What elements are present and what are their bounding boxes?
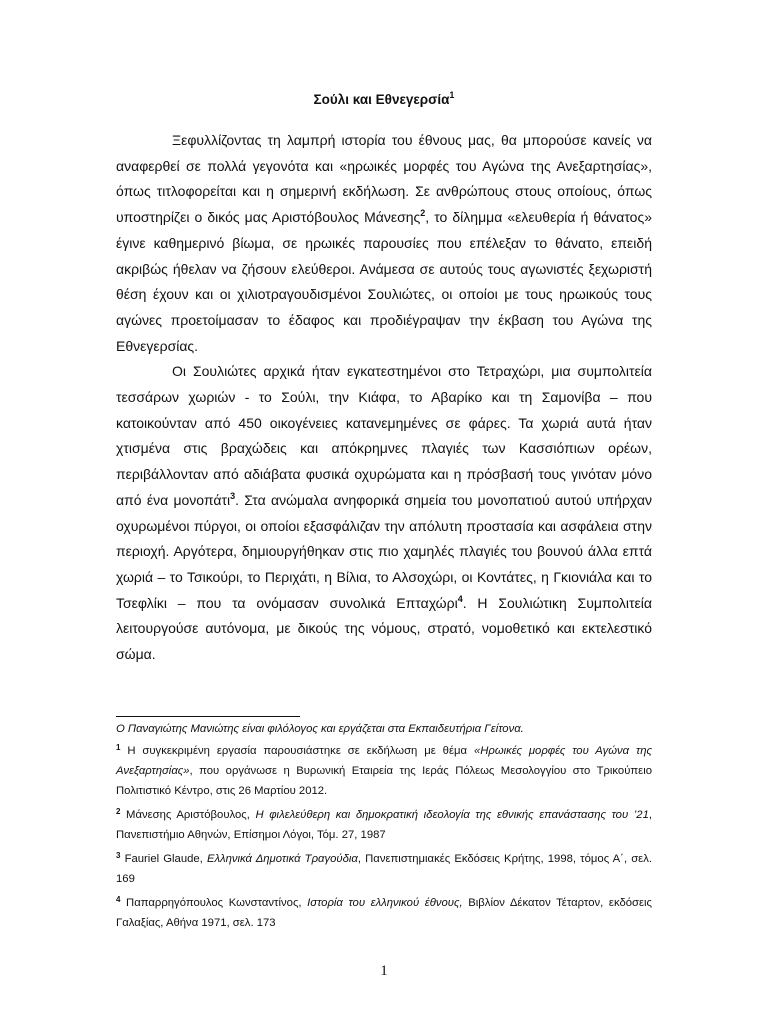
footnote-marker: 3: [116, 851, 121, 860]
document-title: [0, 86, 768, 109]
title-text: Σούλι και Εθνεγερσία: [313, 92, 450, 107]
paragraph: [116, 128, 652, 359]
page-number: 1: [380, 963, 388, 979]
text-run: , Πανεπιστημιακές Εκδόσεις Κρήτης, 1998, τόμος Α΄, σελ. 169: [116, 853, 653, 885]
text-run: Οι Σουλιώτες αρχικά ήταν εγκατεστημένοι στο Τετραχώρι, μια συμπολιτεία τεσσάρων χωριών - το Σούλι, την Κιάφα, το Αβαρίκο και τη Σαμονίβα – που κατοικούνταν από 450 οικογένειες κατανεμημένες σε φάρες. Τα χωριά αυτά ήταν χτισμένα στις βραχώδεις και απόκρημνες πλαγιές των Κασσιόπιων ορέων, περιβάλλονταν από αδιάβατα φυσικά οχυρώματα και η πρόσβασή τους γινόταν μόνο από ένα μονοπάτι: [116, 363, 652, 508]
text-run: Η συγκεκριμένη εργασία παρουσιάστηκε σε εκδήλωση με θέμα: [120, 745, 474, 757]
footnote-marker: 3: [230, 490, 236, 501]
footnotes: [116, 719, 652, 937]
italic-text: Η φιλελεύθερη και δημοκρατική ιδεολογία της εθνικής επανάστασης του ’21: [255, 809, 649, 821]
author-note: Ο Παναγιώτης Μανιώτης είναι φιλόλογος και εργάζεται στα Εκπαιδευτήρια Γείτονα.: [116, 723, 524, 735]
footnote-marker: 1: [116, 743, 121, 752]
text-run: Fauriel Glaude,: [120, 853, 207, 865]
text-run: Βιβλίον Δέκατον Τέταρτον, εκδόσεις Γαλαξίας, Αθήνα 1971, σελ. 173: [116, 897, 652, 929]
text-run: . Η Σουλιώτικη Συμπολιτεία λειτουργούσε αυτόνομα, με δικούς της νόμους, στρατό, νομοθετικό και εκτελεστικό σώμα.: [116, 594, 652, 663]
title-footnote-marker: 1: [449, 90, 455, 100]
footnote-separator: [116, 716, 300, 717]
footnote-marker: 2: [116, 807, 121, 816]
text-run: , το δίλημμα «ελευθερία ή θάνατος» έγινε καθημερινό βίωμα, σε ηρωικές παρουσίες που επέλεξαν το θάνατο, επειδή ακριβώς ήθελαν να ζήσουν ελεύθεροι. Ανάμεσα σε αυτούς τους αγωνιστές ξεχωριστή θέση έχουν και οι χιλιοτραγουδισμένοι Σουλιώτες, οι οποίοι με τους ηρωικούς τους αγώνες προετοίμασαν το έδαφος και προδιέγραψαν την έκβαση του Αγώνα της Εθνεγερσίας.: [116, 209, 652, 354]
footnote-4: [116, 893, 652, 933]
text-run: . Στα ανώμαλα ανηφορικά σημεία του μονοπατιού αυτού υπήρχαν οχυρωμένοι πύργοι, οι οποίοι εξασφάλιζαν την απόλυτη προστασία και ασφάλεια στην περιοχή. Αργότερα, δημιουργήθηκαν στις πιο χαμηλές πλαγιές του βουνού άλλα επτά χωριά – το Τσικούρι, το Περιχάτι, η Βίλια, το Αλσοχώρι, οι Κοντάτες, η Γκιονιάλα και το Τσεφλίκι – που τα ονόμασαν συνολικά Επταχώρι: [116, 491, 652, 611]
text-run: , που οργάνωσε η Βυρωνική Εταιρεία της Ιεράς Πόλεως Μεσολογγίου στο Τρικούπειο Πολιτιστικό Κέντρο, στις 26 Μαρτίου 2012.: [116, 765, 652, 797]
text-run: Μάνεσης Αριστόβουλος,: [120, 809, 256, 821]
body-text: [116, 128, 652, 668]
italic-text: Ιστορία του ελληνικού έθνους,: [307, 897, 463, 909]
footnote-marker: 4: [457, 593, 463, 604]
footnote-3: [116, 849, 652, 889]
footnote-1: [116, 741, 652, 801]
footnote-marker: 2: [420, 208, 426, 219]
italic-text: «Ηρωικές μορφές του Αγώνα της Ανεξαρτησίας»: [116, 745, 653, 777]
text-run: , Πανεπιστήμιο Αθηνών, Επίσημοι Λόγοι, Τόμ. 27, 1987: [116, 809, 652, 841]
italic-text: Ελληνικά Δημοτικά Τραγούδια: [206, 853, 358, 865]
footnote-2: [116, 805, 652, 845]
footnote-marker: 4: [116, 895, 121, 904]
text-run: Παπαρρηγόπουλος Κωνσταντίνος,: [120, 897, 308, 909]
text-run: Ξεφυλλίζοντας τη λαμπρή ιστορία του έθνους μας, θα μπορούσε κανείς να αναφερθεί σε πολλά γεγονότα και «ηρωικές μορφές του Αγώνα της Ανεξαρτησίας», όπως τιτλοφορείται και η σημερινή εκδήλωση. Σε ανθρώπους στους οποίους, όπως υποστηρίζει ο δικός μας Αριστόβουλος Μάνεσης: [116, 132, 652, 226]
paragraph: [116, 359, 652, 667]
